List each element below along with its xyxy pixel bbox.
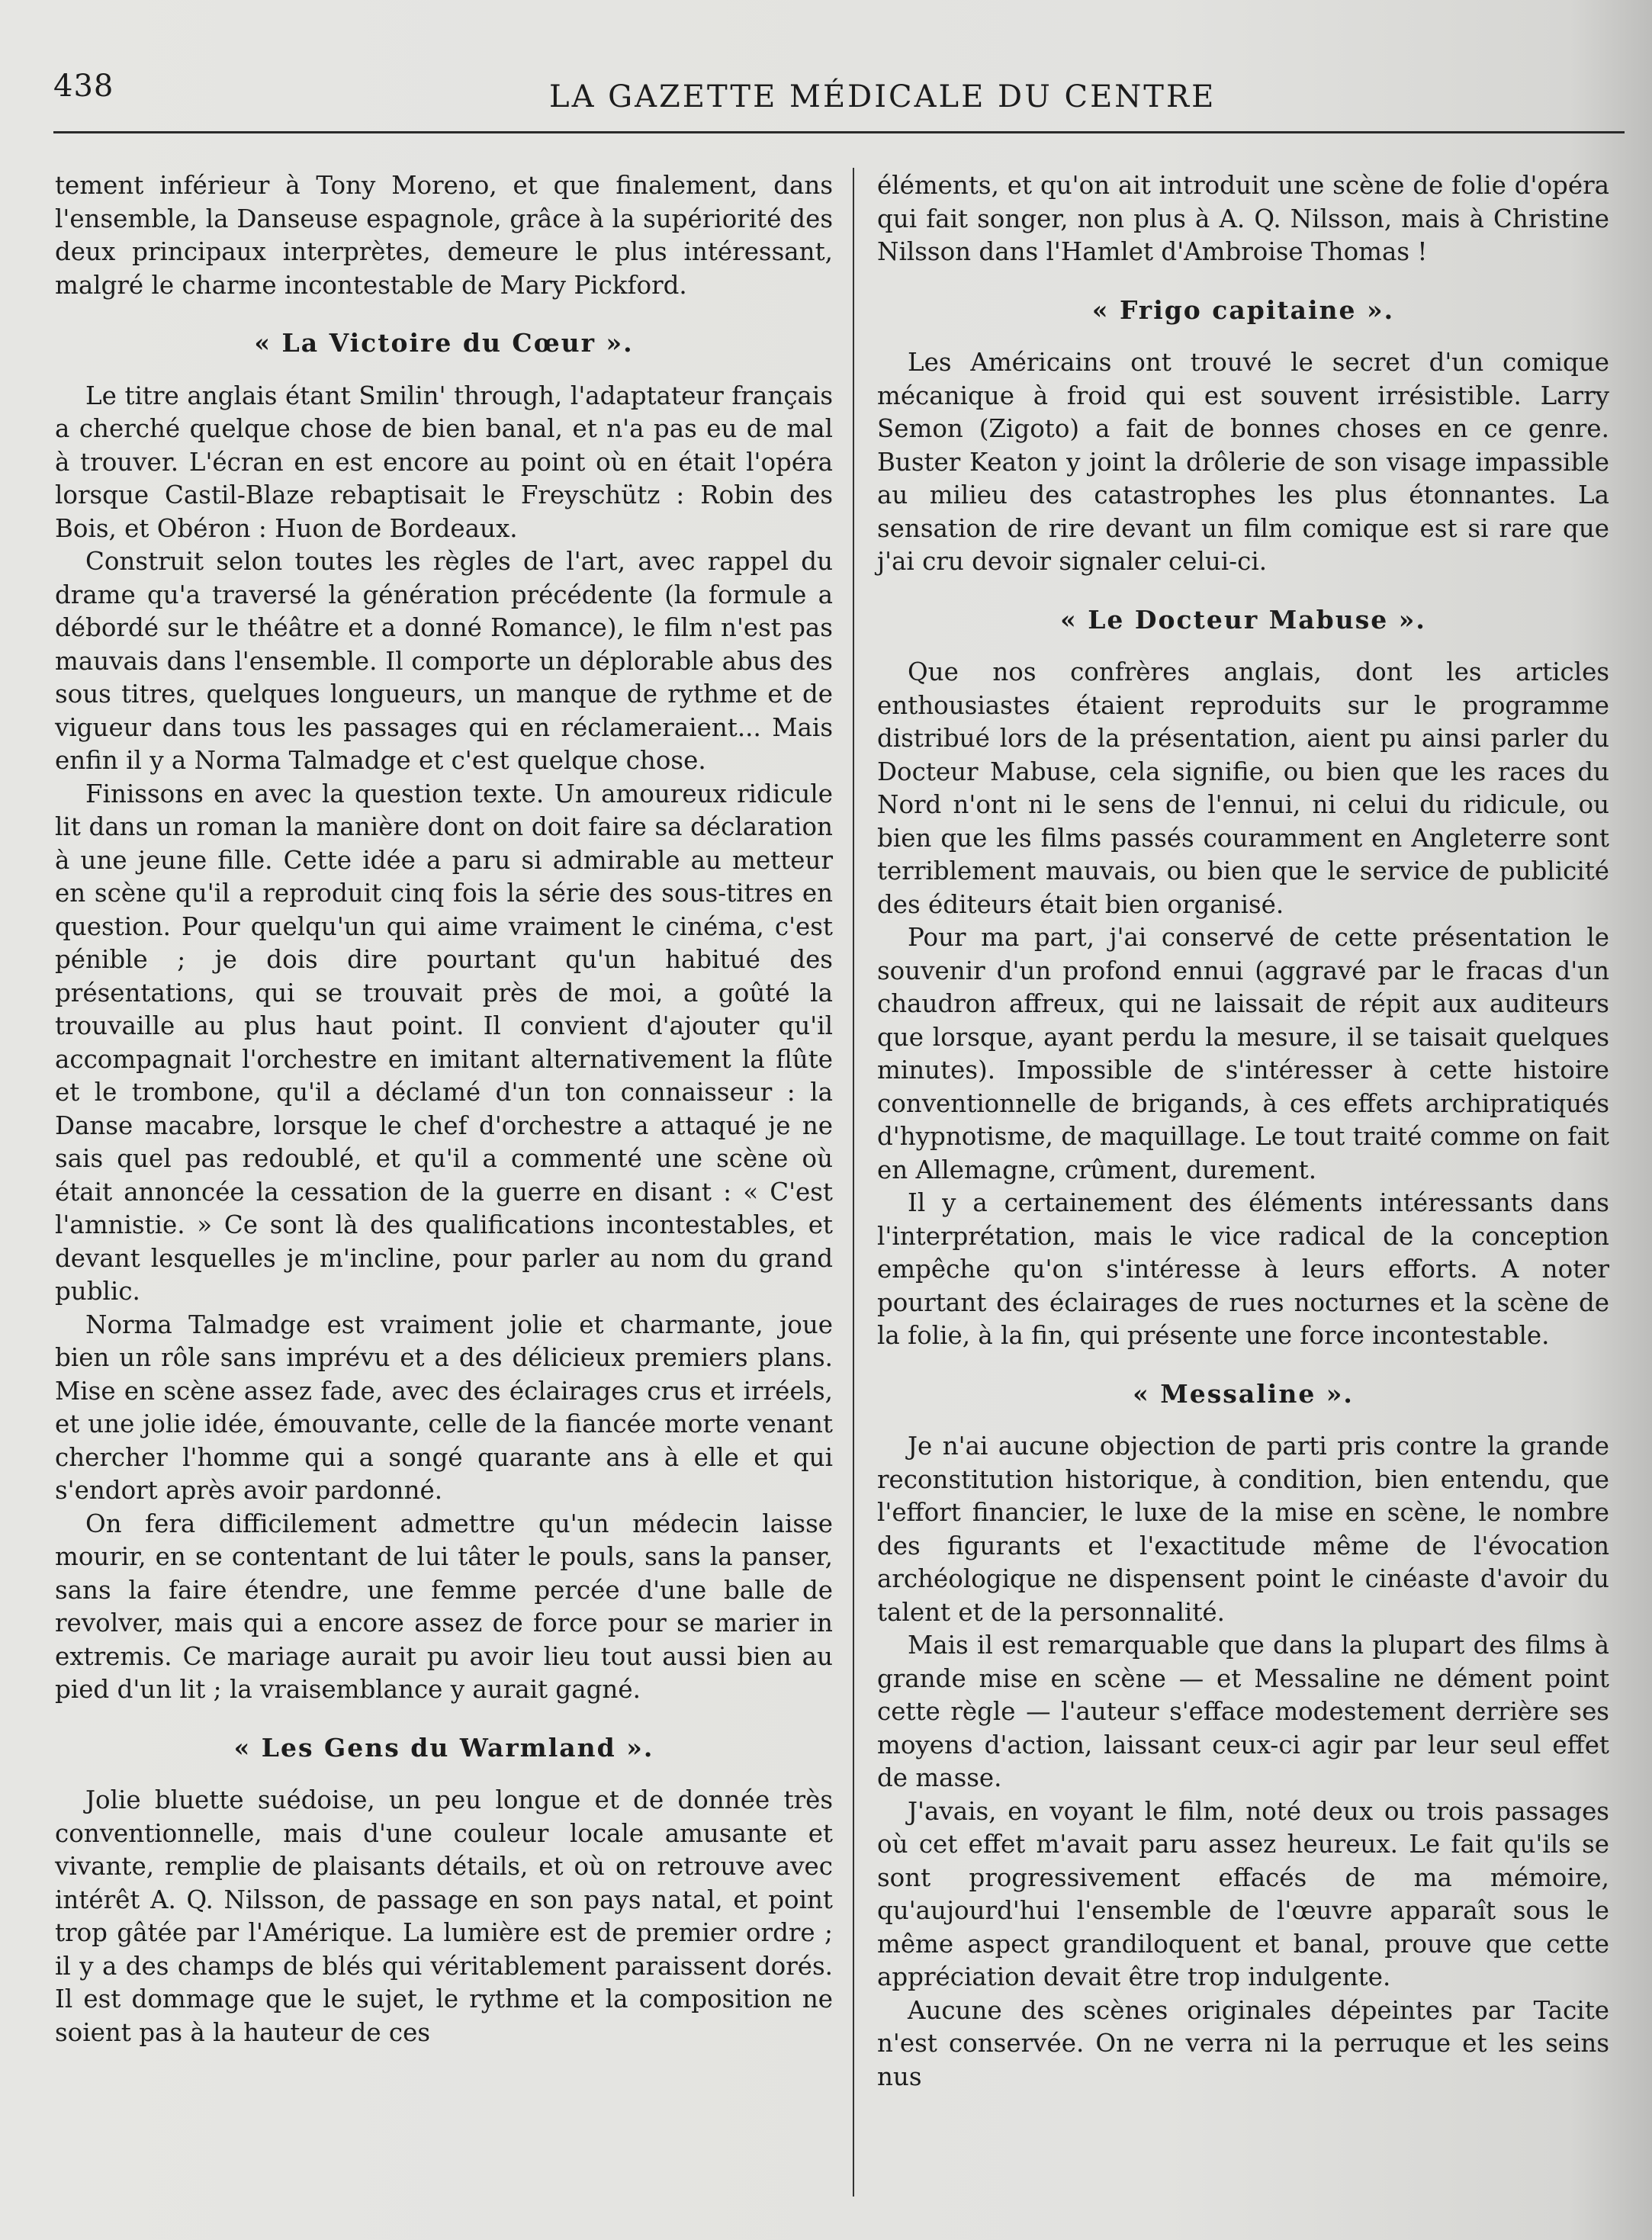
column-divider [853, 168, 854, 2197]
header-rule [53, 131, 1625, 133]
section-heading-frigo: « Frigo capitaine ». [1091, 294, 1395, 325]
left-column [55, 169, 833, 2049]
paragraph: tement inférieur à Tony Moreno, et que finalement, dans l'ensemble, la Danseuse espagnole, grâce à la supériorité des deux principaux interprètes, demeure le plus intéressant, malgré le charme incontestable de Mary Pickford. [55, 171, 833, 300]
paragraph: Le titre anglais étant Smilin' through, l'adaptateur français a cherché quelque chose de bien banal, et n'a pas eu de mal à trouver. L'écran en est encore au point où en était l'opéra lorsque Castil-Blaze rebaptisait le Freyschütz : Robin des Bois, et Obéron : Huon de Bordeaux. [55, 381, 833, 543]
section-heading-messaline: « Messaline ». [1133, 1378, 1354, 1409]
paragraph: Finissons en avec la question texte. Un amoureux ridicule lit dans un roman la manière dont on doit faire sa déclaration à une jeune fille. Cette idée a paru si admirable au metteur en scène qu'il a reproduit cinq fois la série des sous-titres en question. Pour quelqu'un qui aime vraiment le cinéma, c'est pénible ; je dois dire pourtant qu'un habitué des présentations, qui se trouvait près de moi, a goûté la trouvaille au plus haut point. Il convient d'ajouter qu'il accompagnait l'orchestre en imitant alternativement la flûte et le trombone, qu'il a déclamé d'un ton connaisseur : la Danse macabre, lorsque le chef d'orchestre a attaqué je ne sais quel pas redoublé, et qu'il a commenté une scène où était annoncée la cessation de la guerre en disant : « C'est l'amnistie. » Ce sont là des qualifications incontestables, et devant lesquelles je m'incline, pour parler au nom du grand public. [55, 779, 833, 1306]
paragraph: Pour ma part, j'ai conservé de cette présentation le souvenir d'un profond ennui (aggravé par le fracas d'un chaudron affreux, qui ne laissait de répit aux auditeurs que lorsque, ayant perdu la mesure, il se taisait quelques minutes). Impossible de s'intéresser à cette histoire conventionnelle de brigands, à ces effets archipratiqués d'hypnotisme, de maquillage. Le tout traité comme on fait en Allemagne, crûment, durement. [877, 923, 1609, 1184]
paragraph: Il y a certainement des éléments intéressants dans l'interprétation, mais le vice radical de la conception empêche qu'on s'intéresse à leurs efforts. A noter pourtant des éclairages de rues nocturnes et la scène de la folie, à la fin, qui présente une force incontestable. [877, 1188, 1609, 1350]
paragraph: éléments, et qu'on ait introduit une scène de folie d'opéra qui fait songer, non plus à A. Q. Nilsson, mais à Christine Nilsson dans l'Hamlet d'Ambroise Thomas ! [877, 171, 1609, 266]
page-number: 438 [53, 69, 114, 104]
paragraph: Jolie bluette suédoise, un peu longue et de donnée très conventionnelle, mais d'une couleur locale amusante et vivante, remplie de plaisants détails, et où on retrouve avec intérêt A. Q. Nilsson, de passage en son pays natal, et point trop gâtée par l'Amérique. La lumière est de premier ordre ; il y a des champs de blés qui véritablement paraissent dorés. Il est dommage que le sujet, le rythme et la composition ne soient pas à la hauteur de ces [55, 1785, 833, 2047]
paragraph: Que nos confrères anglais, dont les articles enthousiastes étaient reproduits sur le programme distribué lors de la présentation, aient pu ainsi parler du Docteur Mabuse, cela signifie, ou bien que les races du Nord n'ont ni le sens de l'ennui, ni celui du ridicule, ou bien que les films passés couramment en Angleterre sont terriblement mauvais, ou bien que le service de publicité des éditeurs était bien organisé. [877, 657, 1609, 919]
paragraph: Aucune des scènes originales dépeintes par Tacite n'est conservée. On ne verra ni la perruque et les seins nus [877, 1995, 1609, 2091]
paragraph: Je n'ai aucune objection de parti pris contre la grande reconstitution historique, à condition, bien entendu, que l'effort financier, le luxe de la mise en scène, le nombre des figurants et l'exactitude même de l'évocation archéologique ne dispensent point le cinéaste d'avoir du talent et de la personnalité. [877, 1432, 1609, 1627]
section-heading-warmland: « Les Gens du Warmland ». [233, 1732, 654, 1763]
section-heading-mabuse: « Le Docteur Mabuse ». [1060, 604, 1426, 635]
paragraph: Les Américains ont trouvé le secret d'un comique mécanique à froid qui est souvent irrésistible. Larry Semon (Zigoto) a fait de bonnes choses en ce genre. Buster Keaton y joint la drôlerie de son visage impassible au milieu des catastrophes les plus étonnantes. La sensation de rire devant un film comique est si rare que j'ai cru devoir signaler celui-ci. [877, 348, 1609, 576]
paragraph: Mais il est remarquable que dans la plupart des films à grande mise en scène — et Messaline ne dément point cette règle — l'auteur s'efface modestement derrière ses moyens d'action, laissant ceux-ci agir par leur seul effet de masse. [877, 1631, 1609, 1792]
paragraph: J'avais, en voyant le film, noté deux ou trois passages où cet effet m'avait paru assez heureux. Le fait qu'ils se sont progressivement effacés de ma mémoire, qu'aujourd'hui l'ensemble de l'œuvre apparaît sous le même aspect grandiloquent et banal, prouve que cette appréciation devait être trop indulgente. [877, 1796, 1609, 1991]
journal-title: LA GAZETTE MÉDICALE DU CENTRE [549, 79, 1217, 114]
section-heading-victoire: « La Victoire du Cœur ». [254, 328, 634, 358]
right-column [877, 169, 1609, 2094]
paragraph: Construit selon toutes les règles de l'art, avec rappel du drame qu'a traversé la génération précédente (la formule a débordé sur le théâtre et a donné Romance), le film n'est pas mauvais dans l'ensemble. Il comporte un déplorable abus des sous titres, quelques longueurs, un manque de rythme et de vigueur dans tous les passages qui en réclameraient... Mais enfin il y a Norma Talmadge et c'est quelque chose. [55, 547, 833, 775]
paragraph: Norma Talmadge est vraiment jolie et charmante, joue bien un rôle sans imprévu et a des délicieux premiers plans. Mise en scène assez fade, avec des éclairages crus et irréels, et une jolie idée, émouvante, celle de la fiancée morte venant chercher l'homme qui a songé quarante ans à elle et qui s'endort après avoir pardonné. [55, 1310, 833, 1505]
paragraph: On fera difficilement admettre qu'un médecin laisse mourir, en se contentant de lui tâter le pouls, sans la panser, sans la faire étendre, une femme percée d'une balle de revolver, mais qui a encore assez de force pour se marier in extremis. Ce mariage aurait pu avoir lieu tout aussi bien au pied d'un lit ; la vraisemblance y aurait gagné. [55, 1509, 833, 1704]
